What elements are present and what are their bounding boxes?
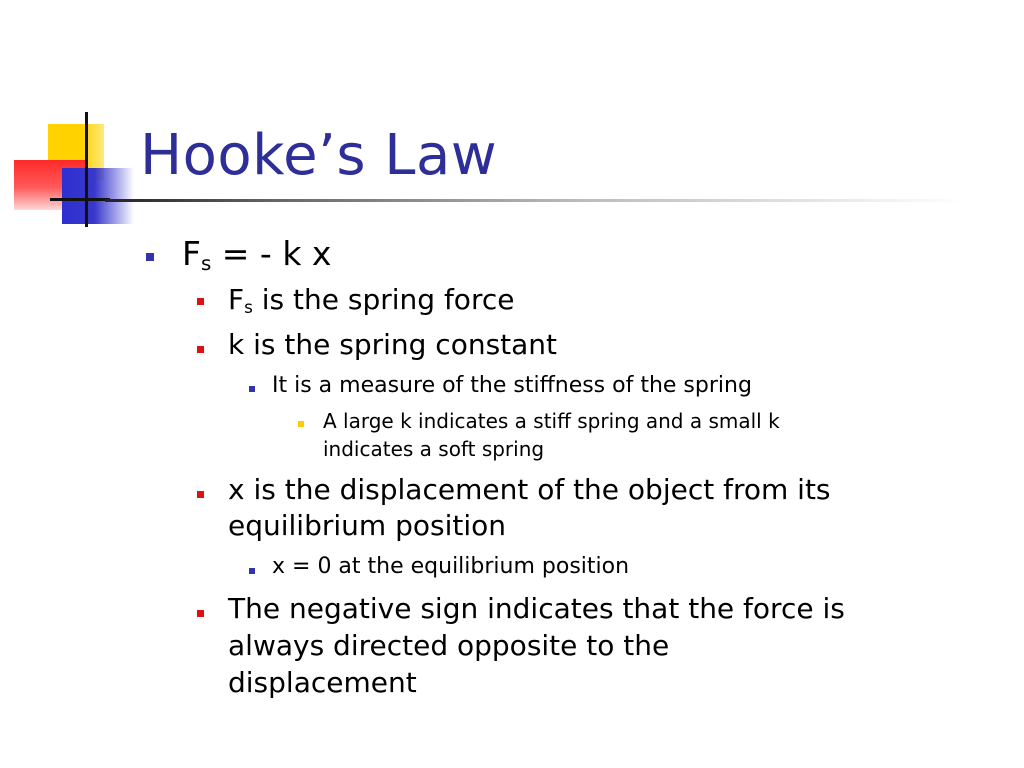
bullet-marker-level2: [197, 610, 204, 617]
blue-square-decoration: [62, 168, 134, 224]
bullet-marker-level3: [249, 386, 255, 392]
vertical-line-decoration: [85, 112, 88, 227]
negative-sign-line2: always directed opposite to the: [228, 629, 670, 662]
horizontal-line-decoration: [50, 198, 110, 201]
x-definition-line1: x is the displacement of the object from its: [228, 473, 831, 506]
fs-definition-text: is the spring force: [252, 283, 515, 316]
k-measure-text: It is a measure of the stiffness of the spring: [272, 373, 752, 398]
fs-definition: [228, 282, 514, 318]
bullet-marker-level4: [298, 421, 304, 427]
fs-subscript: s: [244, 297, 253, 318]
fs-symbol: F: [228, 283, 245, 316]
x-zero-text: x = 0 at the equilibrium position: [272, 554, 630, 579]
bullet-marker-level2: [197, 346, 204, 353]
k-definition: k is the spring constant: [228, 328, 558, 361]
equation-text: [182, 235, 331, 273]
equation-force-subscript: s: [200, 251, 212, 275]
equation-rhs: = - k x: [211, 234, 332, 273]
title-underline: [105, 199, 965, 202]
k-large-line2: indicates a soft spring: [323, 437, 545, 461]
negative-sign-line3: displacement: [228, 666, 417, 699]
bullet-marker-level3: [249, 568, 255, 574]
bullet-marker-level2: [197, 298, 204, 305]
bullet-marker-level2: [197, 491, 204, 498]
bullet-marker-level1: [146, 253, 154, 261]
equation-force-symbol: F: [182, 234, 201, 273]
k-large-line1: A large k indicates a stiff spring and a small k: [323, 409, 780, 433]
negative-sign-line1: The negative sign indicates that the force is: [228, 592, 845, 625]
slide-title: Hooke’s Law: [140, 123, 498, 188]
x-definition-line2: equilibrium position: [228, 509, 506, 542]
